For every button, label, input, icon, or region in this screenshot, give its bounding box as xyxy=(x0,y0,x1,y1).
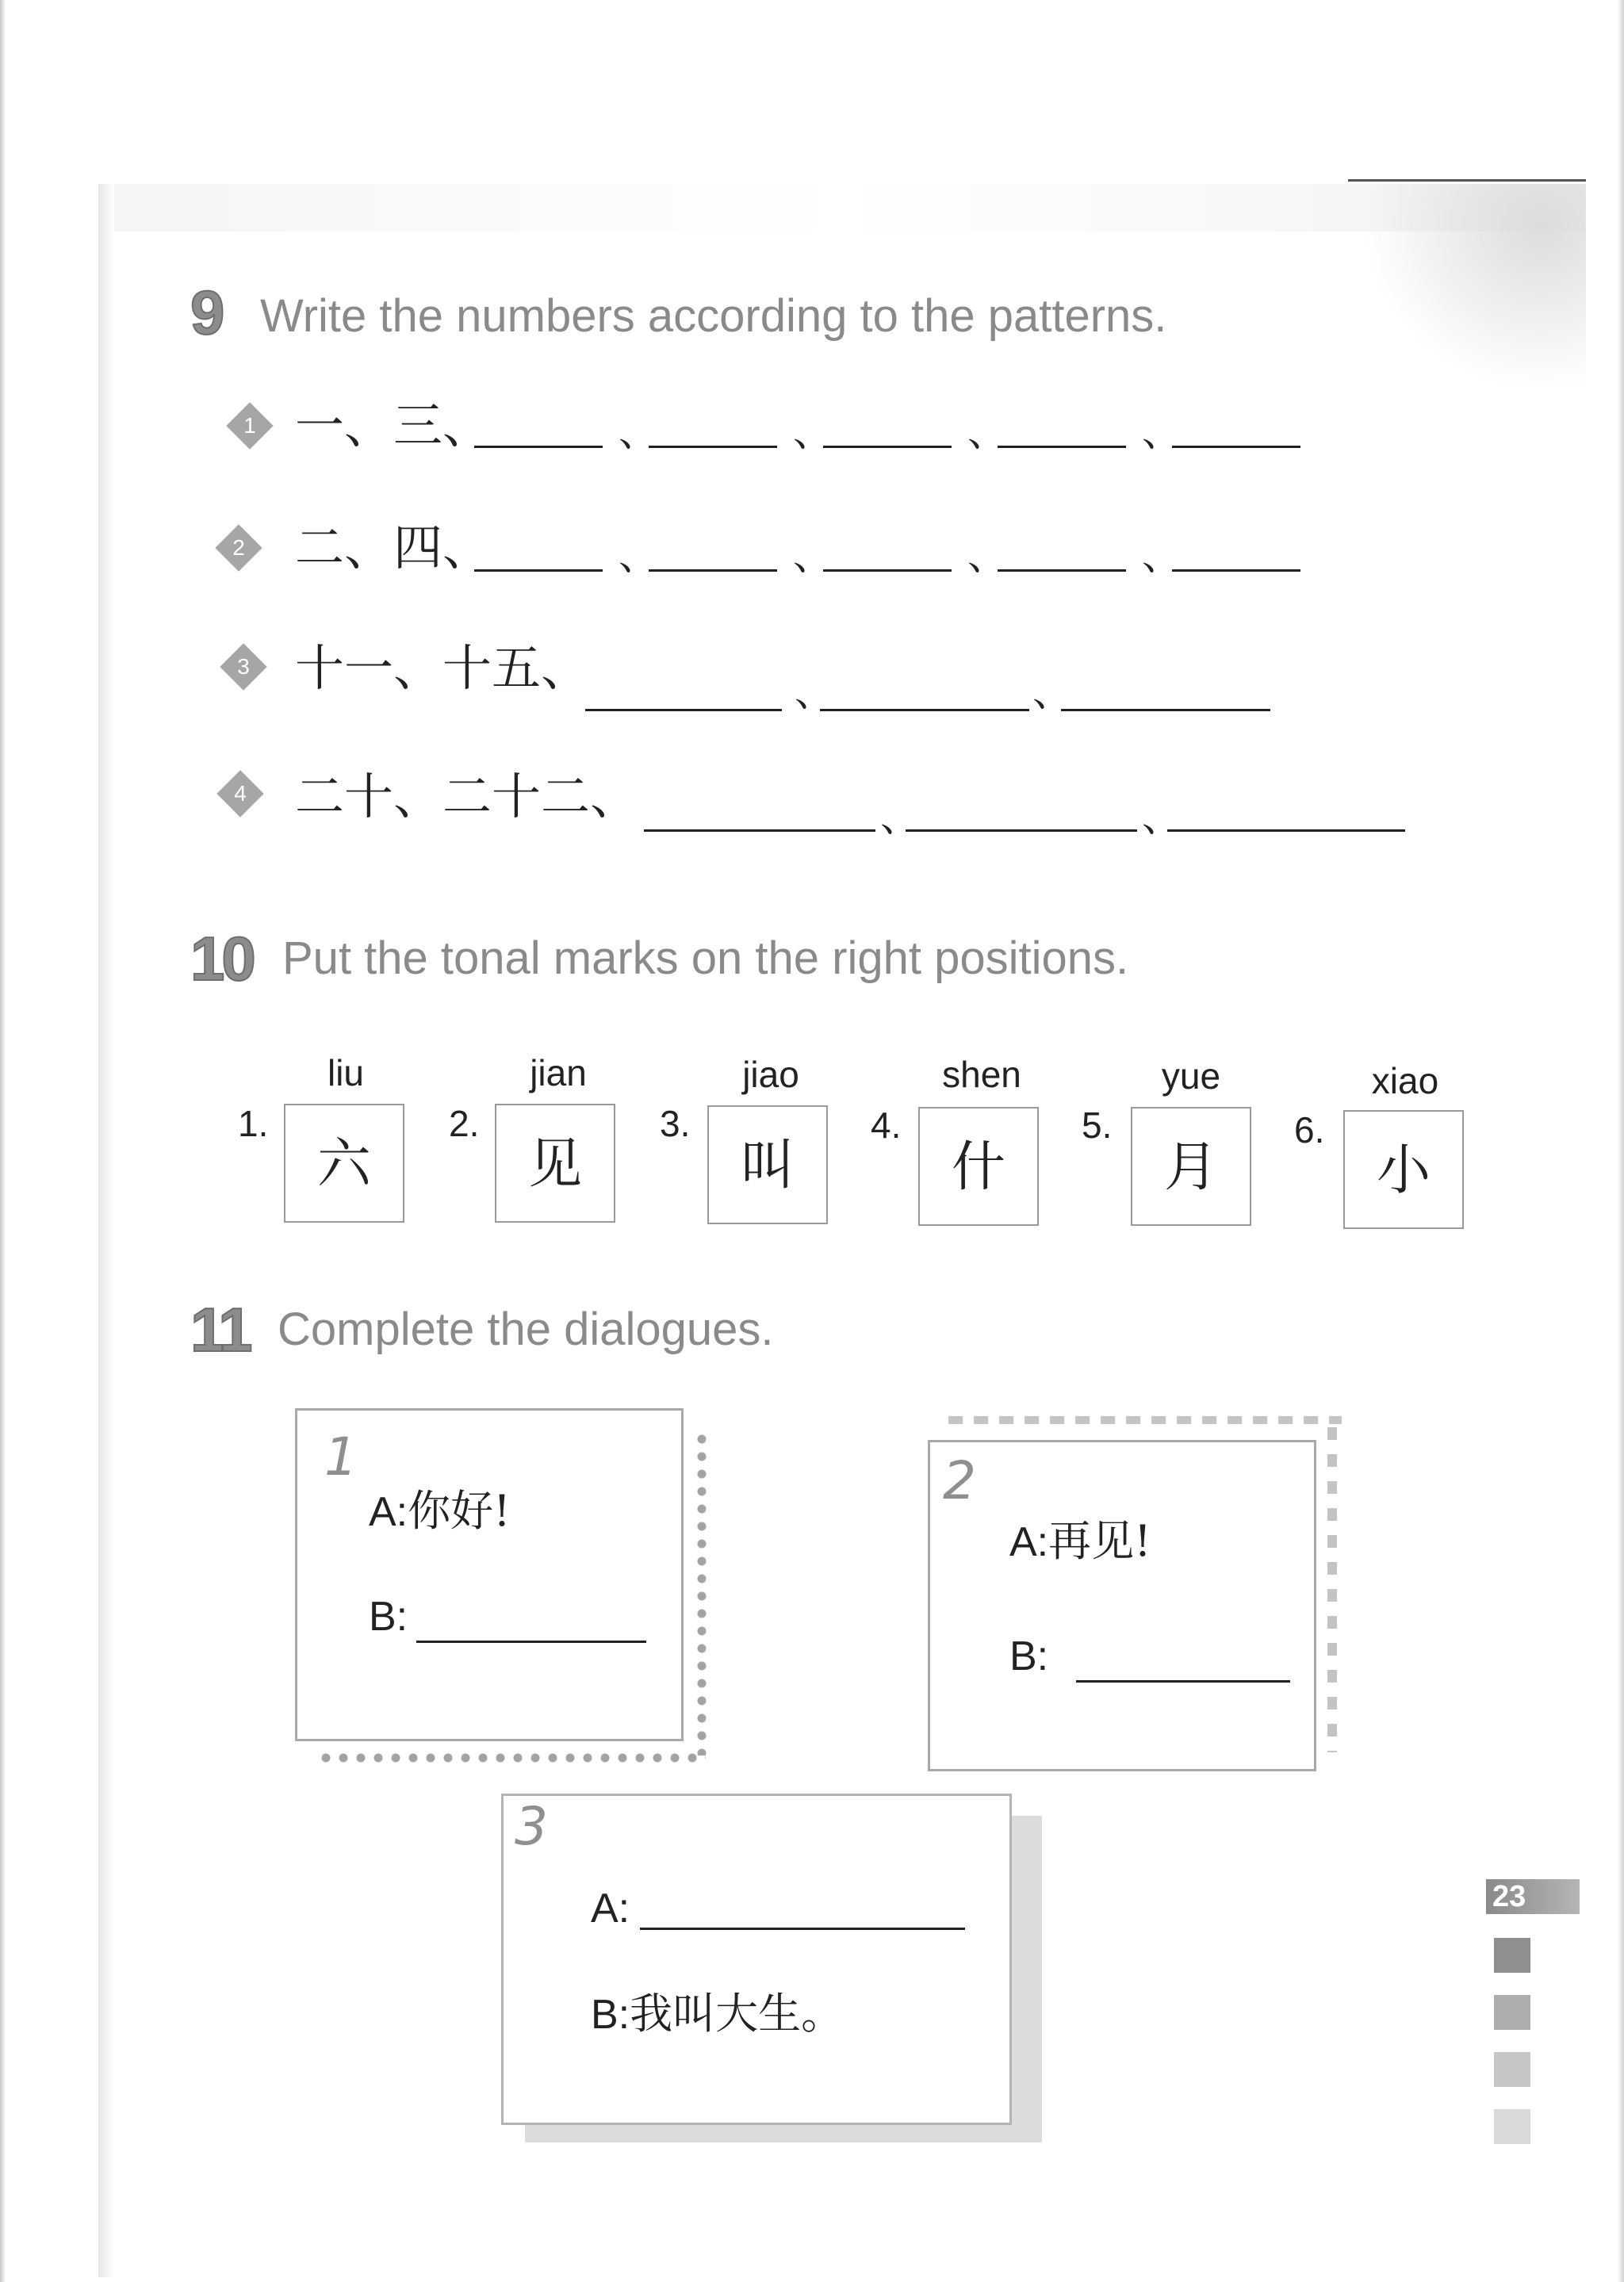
char-box[interactable] xyxy=(1343,1110,1464,1229)
row-1-blank[interactable] xyxy=(998,446,1126,448)
row-2-blank[interactable] xyxy=(474,569,603,572)
dotted-border xyxy=(317,1752,706,1763)
row-4-blank[interactable] xyxy=(1167,829,1405,832)
char-box[interactable] xyxy=(707,1105,828,1224)
answer-blank[interactable] xyxy=(1076,1680,1290,1683)
top-rule xyxy=(1348,179,1586,182)
answer-blank[interactable] xyxy=(416,1641,646,1643)
side-tab xyxy=(1494,1995,1530,2030)
row-3-blank[interactable] xyxy=(1061,709,1270,711)
answer-blank[interactable] xyxy=(640,1928,965,1930)
pinyin-label: yue xyxy=(1161,1055,1221,1097)
dialogue-number: 3 xyxy=(515,1796,548,1857)
hanzi: 月 xyxy=(1163,1136,1218,1199)
dialogue-number: 2 xyxy=(943,1450,976,1511)
row-4-blank[interactable] xyxy=(644,829,875,832)
bullet-3-icon: 3 xyxy=(220,644,266,690)
section-11-title: Complete the dialogues. xyxy=(278,1304,774,1355)
hanzi: 六 xyxy=(316,1133,371,1196)
row-4-blank[interactable] xyxy=(906,829,1137,832)
row-2-blank[interactable] xyxy=(1172,569,1300,572)
row-1-blank[interactable] xyxy=(823,446,952,448)
left-band xyxy=(98,184,114,2277)
dialogue-2-card xyxy=(928,1440,1316,1771)
row-3-sep: 、 xyxy=(1032,669,1072,715)
speaker-a-line: A: xyxy=(591,1886,630,1932)
row-1-sep: 、 xyxy=(793,409,833,455)
row-4-sep: 、 xyxy=(880,794,920,840)
dialogue-3-card xyxy=(501,1794,1012,2125)
hanzi: 什 xyxy=(951,1136,1005,1199)
row-2-sep: 、 xyxy=(793,533,833,579)
pinyin-label: liu xyxy=(327,1052,365,1093)
item-number: 4. xyxy=(871,1105,902,1146)
bullet-4-icon: 4 xyxy=(217,771,263,817)
item-number: 5. xyxy=(1082,1105,1113,1146)
dialogue-number: 1 xyxy=(324,1426,358,1488)
hanzi: 见 xyxy=(527,1133,582,1196)
row-3-sep: 、 xyxy=(795,669,834,715)
top-band xyxy=(98,184,1586,232)
pinyin-label: jian xyxy=(530,1052,587,1093)
pinyin-label: jiao xyxy=(742,1054,799,1095)
row-2-sep: 、 xyxy=(619,533,658,579)
row-3-start: 十一、十五、 xyxy=(295,639,591,697)
bullet-2-icon: 2 xyxy=(216,525,262,571)
pinyin-label: xiao xyxy=(1371,1060,1439,1101)
speaker-b-line: B: xyxy=(1009,1633,1049,1679)
dashed-border xyxy=(1327,1427,1337,1752)
row-1-blank[interactable] xyxy=(649,446,777,448)
section-9-title: Write the numbers according to the patterns. xyxy=(260,290,1167,342)
hanzi: 小 xyxy=(1376,1139,1431,1202)
row-1-blank[interactable] xyxy=(474,446,603,448)
char-box[interactable] xyxy=(1131,1107,1251,1226)
item-number: 3. xyxy=(660,1103,691,1144)
row-1-blank[interactable] xyxy=(1172,446,1300,448)
row-1-start: 一、三、 xyxy=(295,396,492,454)
row-2-blank[interactable] xyxy=(998,569,1126,572)
bullet-1-icon: 1 xyxy=(227,403,273,449)
item-number: 2. xyxy=(449,1103,480,1144)
row-2-sep: 、 xyxy=(967,533,1007,579)
speaker-b-line: B:我叫大生。 xyxy=(591,1989,845,2039)
row-2-blank[interactable] xyxy=(823,569,952,572)
row-1-sep: 、 xyxy=(1142,409,1182,455)
speaker-a-line: A:你好! xyxy=(369,1486,511,1536)
page-right-edge xyxy=(1618,0,1624,2282)
section-10-title: Put the tonal marks on the right positions. xyxy=(282,932,1129,984)
side-tab xyxy=(1494,2052,1530,2087)
item-number: 6. xyxy=(1294,1109,1325,1151)
char-box[interactable] xyxy=(495,1104,615,1223)
speaker-a-line: A:再见! xyxy=(1009,1516,1151,1566)
corner-shade xyxy=(1364,184,1586,390)
dialogue-1-card xyxy=(295,1408,684,1741)
dashed-border xyxy=(948,1416,1342,1424)
pinyin-label: shen xyxy=(942,1054,1021,1095)
char-box[interactable] xyxy=(918,1107,1039,1226)
hanzi: 叫 xyxy=(740,1135,795,1197)
section-10-number: 10 xyxy=(190,924,253,994)
row-1-sep: 、 xyxy=(967,409,1007,455)
dotted-border xyxy=(696,1430,707,1756)
page-number-badge: 23 xyxy=(1486,1879,1580,1914)
row-2-blank[interactable] xyxy=(649,569,777,572)
page-edge xyxy=(0,0,5,2282)
row-2-start: 二、四、 xyxy=(295,519,492,576)
section-11-number: 11 xyxy=(190,1295,250,1365)
char-box[interactable] xyxy=(284,1104,404,1223)
row-3-blank[interactable] xyxy=(585,709,782,711)
row-4-sep: 、 xyxy=(1142,794,1182,840)
row-1-sep: 、 xyxy=(619,409,658,455)
row-2-sep: 、 xyxy=(1142,533,1182,579)
row-3-blank[interactable] xyxy=(820,709,1029,711)
side-tab xyxy=(1494,1938,1530,1973)
row-4-start: 二十、二十二、 xyxy=(295,768,640,825)
item-number: 1. xyxy=(238,1103,269,1144)
side-tab xyxy=(1494,2109,1530,2144)
speaker-b-line: B: xyxy=(369,1594,408,1640)
section-9-number: 9 xyxy=(190,278,222,347)
